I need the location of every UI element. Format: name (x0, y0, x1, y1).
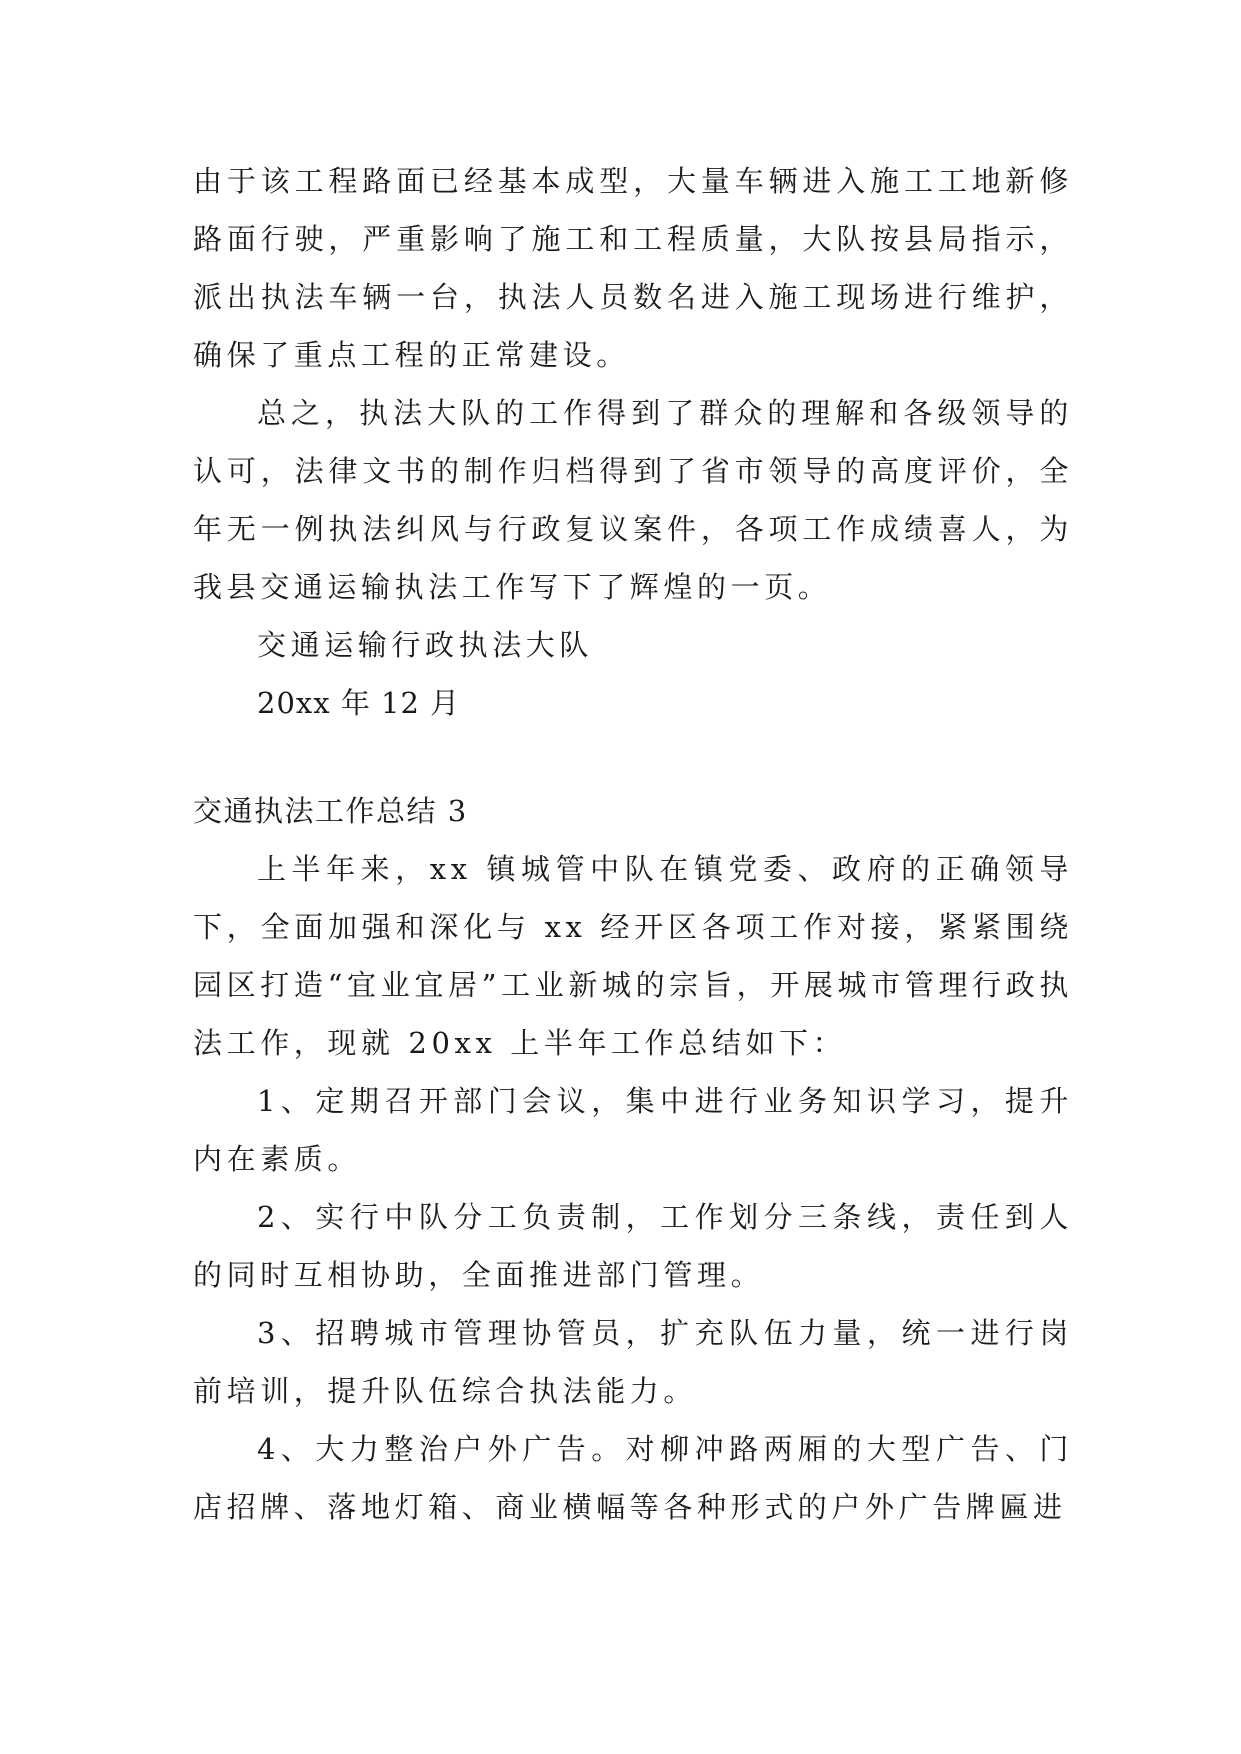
signature-org: 交通运输行政执法大队 (257, 628, 594, 662)
list-item: 3、招聘城市管理协管员，扩充队伍力量，统一进行岗前培训，提升队伍综合执法能力。 (193, 1316, 1073, 1408)
list-item: 4、大力整治户外广告。对柳冲路两厢的大型广告、门店招牌、落地灯箱、商业横幅等各种形式的户外广告牌匾进 (193, 1432, 1073, 1524)
signature-date: 20xx 年 12 月 (257, 686, 461, 720)
body-paragraph: 上半年来，xx 镇城管中队在镇党委、政府的正确领导下，全面加强和深化与 xx 经开区各项工作对接，紧紧围绕园区打造“宜业宜居”工业新城的宗旨，开展城市管理行政执法工作，现就 20xx 上半年工作总结如下： (193, 852, 1073, 1060)
list-item: 2、实行中队分工负责制，工作划分三条线，责任到人的同时互相协助，全面推进部门管理。 (193, 1200, 1073, 1292)
body-paragraph: 总之，执法大队的工作得到了群众的理解和各级领导的认可，法律文书的制作归档得到了省市领导的高度评价，全年无一例执法纠风与行政复议案件，各项工作成绩喜人，为我县交通运输执法工作写下了辉煌的一页。 (193, 396, 1073, 604)
section-title: 交通执法工作总结 3 (193, 794, 468, 828)
document-body (193, 152, 1073, 1536)
body-paragraph: 由于该工程路面已经基本成型，大量车辆进入施工工地新修路面行驶，严重影响了施工和工程质量，大队按县局指示，派出执法车辆一台，执法人员数名进入施工现场进行维护，确保了重点工程的正常建设。 (193, 164, 1073, 372)
list-item: 1、定期召开部门会议，集中进行业务知识学习，提升内在素质。 (193, 1084, 1073, 1176)
